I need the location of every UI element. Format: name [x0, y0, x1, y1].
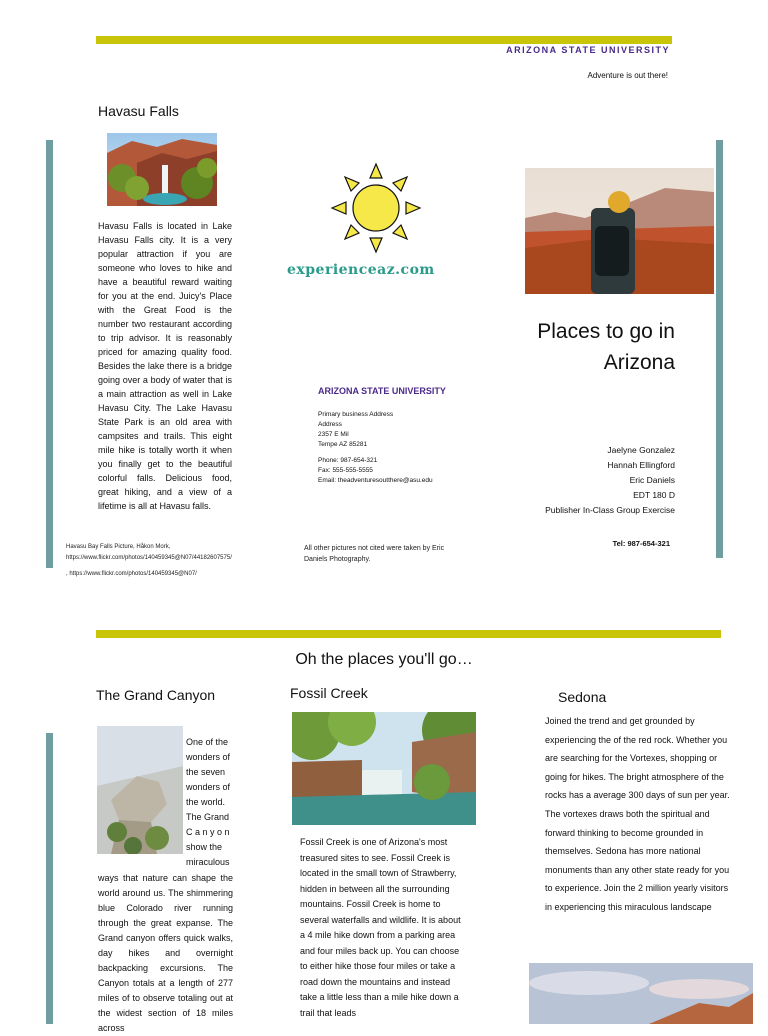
hiker-photo: [525, 168, 714, 294]
grand-canyon-photo: [97, 726, 183, 854]
side-word: show the: [186, 842, 223, 852]
sedona-body: Joined the trend and get grounded by experiencing the of the red rock. Whether you are searching for the Vortexes, shopping or going for hikes. The bright atmosphere of the rocks has a average 300 days of sun per year. The vortexes draws both the spiritual and forward thinking to become grounded in themselves. Sedona has more national monuments than any other state ready for you to experience. Join the 2 million yearly visitors in experiencing this miraculous landscape: [545, 716, 730, 912]
cover-title: [537, 316, 675, 378]
author-line: EDT 180 D: [633, 490, 675, 500]
cover-title-line-2: Arizona: [603, 351, 675, 374]
side-word: wonders of: [186, 752, 231, 762]
havasu-photo-credit: Havasu Bay Falls Picture, Håkon Mork, https://www.flickr.com/photos/140459345@N07/44182607575/: [66, 544, 232, 561]
address-line: Primary business Address: [318, 411, 394, 418]
side-word: C a n y o n: [186, 827, 230, 837]
grand-canyon-side-text: [186, 735, 233, 870]
phone-line: Phone: 987-654-321: [318, 457, 378, 464]
author-line: Eric Daniels: [629, 475, 675, 485]
address-line: Address: [318, 421, 342, 428]
side-word: One of the: [186, 737, 229, 747]
page2-left-teal-bar: [46, 733, 53, 1024]
header-tagline: Adventure is out there!: [587, 71, 668, 80]
right-teal-bar: [716, 140, 723, 558]
fax-line: Fax: 555-555-5555: [318, 467, 373, 474]
cover-tel: Tel: 987-654-321: [612, 539, 670, 548]
cover-title-line-1: Places to go in: [537, 320, 675, 343]
side-word: miraculous: [186, 857, 230, 867]
page2-accent-bar: [96, 630, 721, 638]
grand-canyon-title: The Grand Canyon: [96, 687, 216, 703]
header-university: ARIZONA STATE UNIVERSITY: [506, 45, 670, 55]
middle-university: ARIZONA STATE UNIVERSITY: [318, 386, 446, 396]
address-block: [318, 410, 433, 486]
sun-icon: [330, 162, 422, 254]
fossil-creek-title: Fossil Creek: [290, 685, 368, 701]
author-line: Jaelyne Gonzalez: [607, 445, 675, 455]
fossil-creek-body: Fossil Creek is one of Arizona's most treasured sites to see. Fossil Creek is located in the small town of Strawberry, hidden in between all the surrounding mountains. Fossil Creek is home to several waterfalls and wildlife. It is about a 4 mile hike down from a parking area and four miles back up. You can choose to either hike those four miles or take a road down the mountains and instead take a little less than a mile hike down a trail that leads: [300, 837, 461, 1018]
havasu-photo-credit-link: , https://www.flickr.com/photos/140459345@N07/: [66, 571, 197, 577]
sedona-photo: [529, 963, 753, 1024]
grand-canyon-body: ways that nature can shape the world around us. The shimmering blue Colorado river running through the great expanse. The Grand canyon offers quick walks, day hikes and overnight backpacking excursions. The Canyon totals at a length of 277 miles of to observe totaling out at the widest section of 18 miles across: [98, 873, 233, 1033]
author-line: Hannah Ellingford: [607, 460, 675, 470]
photo-credit-note: All other pictures not cited were taken by Eric Daniels Photography.: [304, 545, 445, 563]
left-teal-bar: [46, 140, 53, 568]
website-name: experienceaz.com: [287, 262, 435, 278]
address-line: 2357 E Mil: [318, 431, 349, 438]
side-word: the seven: [186, 767, 226, 777]
side-word: The Grand: [186, 812, 230, 822]
address-line: Tempe AZ 85281: [318, 441, 368, 448]
havasu-falls-photo: [107, 133, 217, 206]
havasu-body: Havasu Falls is located in Lake Havasu Falls city. It is a very popular attraction if you are someone who loves to hike and have a beautiful reward waiting for you at the end. Juicy's Place with the Great Food is the number two restaurant according to trip advisor. It is reasonably priced for amazing quality food. Besides the lake there is a bridge going over a body of water that is a main attraction as well in Lake Havasu City. The Lake Havasu State Park is an old area with campsites and trails. This eight mile hike is totally worth it when you finally get to the beautiful colorful falls. Delicious food, great hiking, and a view of a lifetime is all at Havasu falls.: [98, 221, 232, 511]
side-word: the world.: [186, 797, 226, 807]
email-line: Email: theadventuresoutthere@asu.edu: [318, 477, 433, 484]
side-word: wonders of: [186, 782, 231, 792]
fossil-creek-photo: [292, 712, 476, 825]
authors-list: [545, 443, 675, 518]
page2-heading: Oh the places you'll go…: [295, 651, 473, 668]
top-accent-bar: [96, 36, 672, 44]
sedona-title: Sedona: [558, 689, 607, 705]
havasu-title: Havasu Falls: [98, 103, 179, 119]
author-line: Publisher In-Class Group Exercise: [545, 505, 675, 515]
